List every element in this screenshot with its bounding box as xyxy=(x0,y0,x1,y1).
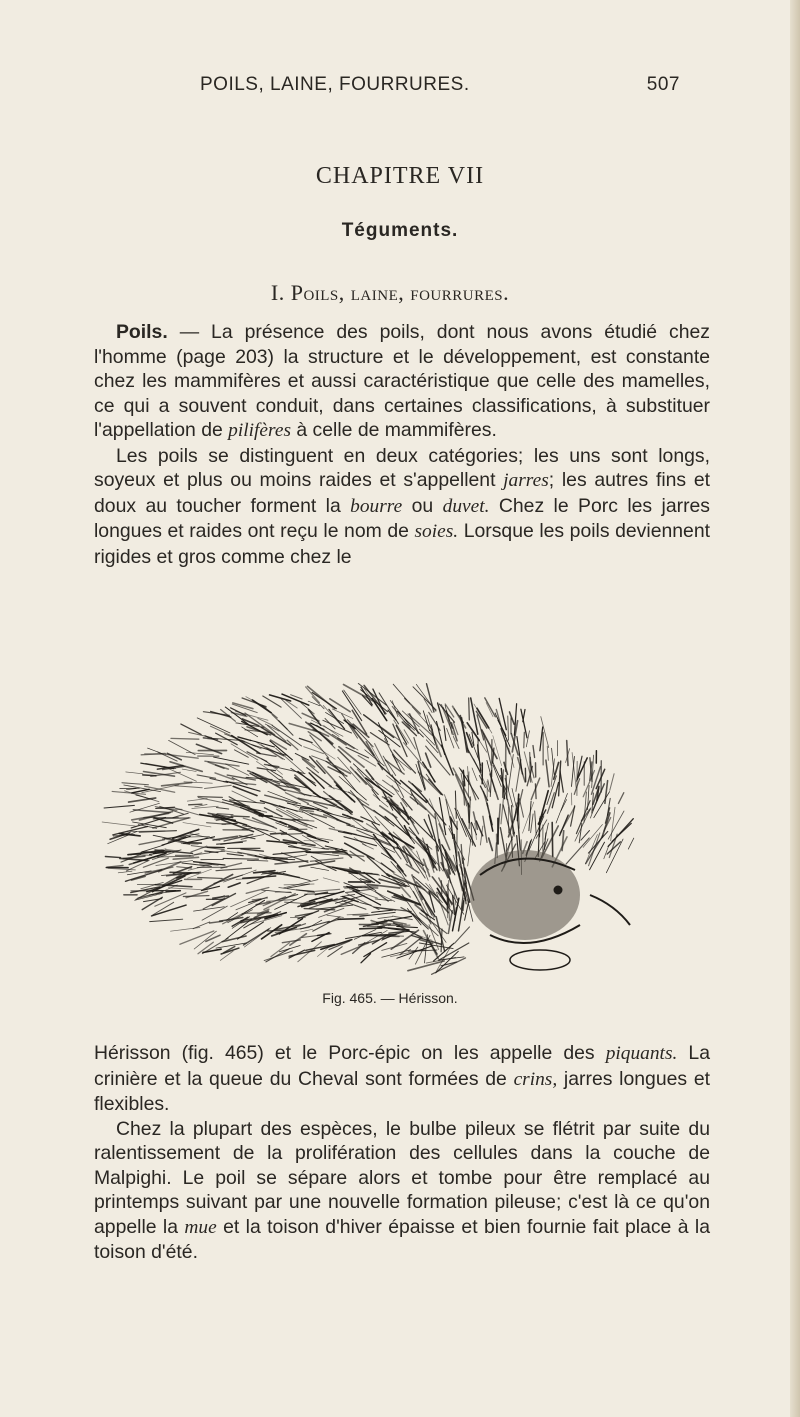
running-title: POILS, LAINE, FOURRURES. xyxy=(200,74,470,95)
term-piliferes: pilifères xyxy=(228,420,291,441)
section-heading xyxy=(0,280,780,306)
term-soies: soies. xyxy=(414,521,459,542)
term-piquants: piquants. xyxy=(605,1043,678,1064)
term-bourre: bourre xyxy=(350,495,403,517)
term-jarres: jarres xyxy=(503,470,549,491)
text-block-top xyxy=(94,320,710,569)
paragraph-mue: Chez la plupart des espèces, le bulbe pileux se flétrit par suite du ralentissement de la prolifération des cellules dans la couche de Malpighi. Le poil se sépare alors et tombe pour être remplacé au printemps suivant par une nouvelle formation pileuse; c'est là ce qu'on appelle la mue et la toison d'hiver épaisse et bien fournie fait place à la toison d'été. xyxy=(94,1117,710,1263)
hedgehog-illustration xyxy=(70,645,680,980)
section-numeral: I. xyxy=(270,280,285,305)
chapter-subtitle: Téguments. xyxy=(341,220,459,241)
page-edge xyxy=(790,0,800,1417)
text-block-bottom xyxy=(94,1041,710,1265)
term-mue: mue xyxy=(184,1216,217,1238)
section-title: Poils, laine, fourrures. xyxy=(290,280,510,305)
figure-caption: Fig. 465. — Hérisson. xyxy=(322,990,458,1006)
page-number: 507 xyxy=(646,74,680,95)
paragraph-categories: Les poils se distinguent en deux catégories; les uns sont longs, soyeux et plus ou moins raides et s'appellent jarres; les autres fins et doux au toucher forment la bourre ou duvet. Chez le Porc les jarres longues et raides ont reçu le nom de soies. Lorsque les poils deviennent rigides et gros comme chez le xyxy=(94,444,710,568)
paragraph-lead: Poils. xyxy=(116,321,168,343)
term-crins: crins, xyxy=(513,1068,558,1090)
paragraph-poils: Poils. — La présence des poils, dont nous avons étudié chez l'homme (page 203) la structure et le développement, est constante chez les mammifères et aussi caractéristique que celle des mamelles, ce qui a souvent conduit, dans certaines classifications, à substituer l'appellation de pilifères à celle de mammifères. xyxy=(94,321,710,441)
paragraph-herisson: Hérisson (fig. 465) et le Porc-épic on les appelle des piquants. La crinière et la queue du Cheval sont formées de crins, jarres longues et flexibles. xyxy=(94,1042,710,1115)
term-duvet: duvet. xyxy=(442,495,490,517)
chapter-title: CHAPITRE VII xyxy=(315,163,485,189)
